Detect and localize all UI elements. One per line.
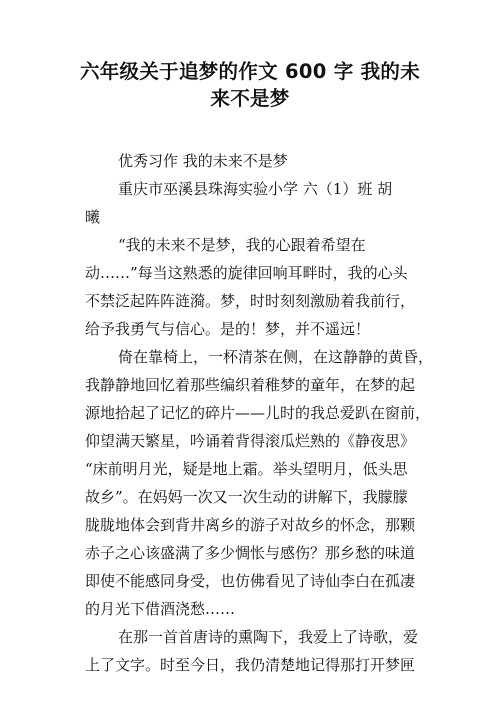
author-line: 重庆市巫溪县珠海实验小学 六（1）班 胡 [118, 180, 393, 198]
subtitle-line: 优秀习作 我的未来不是梦 [118, 152, 288, 170]
title-line-2: 来不是梦 [210, 87, 290, 110]
paragraph-line: 不禁泛起阵阵涟漪。梦，时时刻刻激励着我前行， [85, 292, 416, 310]
paragraph-line: 给予我勇气与信心。是的！梦，并不遥远！ [85, 320, 371, 338]
paragraph-line: 的月光下借酒浇愁…… [85, 600, 236, 618]
paragraph-line: 在那一首首唐诗的熏陶下，我爱上了诗歌，爱 [118, 628, 419, 646]
title-line-1: 六年级关于追梦的作文 600 字 我的未 [79, 60, 421, 83]
paragraph-line: 源地拾起了记忆的碎片——儿时的我总爱趴在窗前， [85, 404, 431, 422]
paragraph-line: “我的未来不是梦，我的心跟着希望在 [118, 236, 366, 254]
paragraph-line: 倚在靠椅上，一杯清茶在侧，在这静静的黄昏， [118, 348, 434, 366]
paragraph-line: 故乡”。在妈妈一次又一次生动的讲解下，我朦朦 [85, 488, 408, 506]
document-title [40, 58, 460, 112]
paragraph-line: 即使不能感同身受，也仿佛看见了诗仙李白在孤凄 [85, 572, 416, 590]
paragraph-line: 上了文字。时至今日，我仍清楚地记得那打开梦匣 [85, 656, 416, 674]
paragraph-line: 胧胧地体会到背井离乡的游子对故乡的怀念，那颗 [85, 516, 416, 534]
paragraph-line: 动……”每当这熟悉的旋律回响耳畔时，我的心头 [85, 264, 408, 282]
paragraph-line: 我静静地回忆着那些编织着稚梦的童年，在梦的起 [85, 376, 416, 394]
paragraph-line: 赤子之心该盛满了多少惆怅与感伤？那乡愁的味道 [85, 544, 416, 562]
author-line-cont: 曦 [85, 208, 101, 226]
paragraph-line: 仰望满天繁星，吟诵着背得滚瓜烂熟的《静夜思》 [85, 432, 416, 450]
paragraph-line: “床前明月光，疑是地上霜。举头望明月，低头思 [85, 460, 408, 478]
